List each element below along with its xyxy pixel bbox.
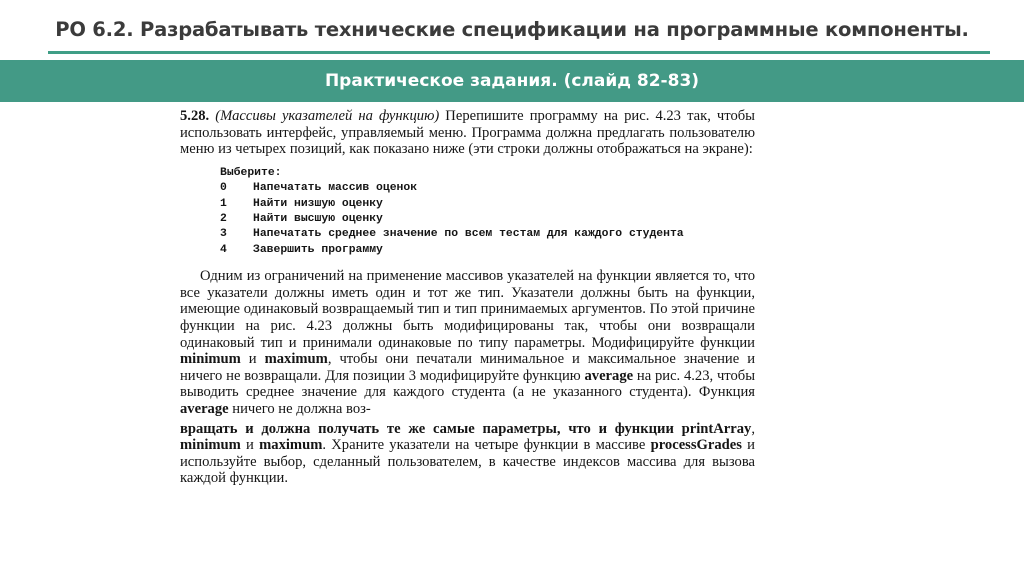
menu-item-text: Найти высшую оценку (253, 213, 383, 225)
menu-item-number: 3 (220, 228, 227, 241)
exercise-topic: (Массивы указателей на функцию) (215, 108, 440, 124)
menu-listing (220, 166, 755, 258)
title-divider (48, 51, 990, 54)
text-run: , чтобы они печатали минимальное и максимальное значение и ничего не возвращали. Для позиции 3 модифицируйте функцию (180, 351, 755, 384)
exercise-scan (180, 108, 755, 574)
menu-item (220, 212, 755, 227)
text-run: вращать и должна получать те же самые параметры, что и функции (180, 420, 682, 437)
code-term: processGrades (650, 437, 742, 454)
slide-title: РО 6.2. Разрабатывать технические спецификации на программные компоненты. (55, 18, 969, 41)
code-term: minimum (180, 437, 241, 454)
menu-item (220, 227, 755, 242)
banner-text: Практическое задания. (слайд 82-83) (324, 71, 700, 91)
menu-item (220, 243, 755, 258)
text-run: и (240, 437, 260, 454)
exercise-number: 5.28. (180, 108, 210, 124)
exercise-intro (180, 108, 755, 158)
menu-item-number: 0 (220, 182, 227, 195)
menu-item-number: 4 (220, 243, 227, 256)
menu-item-text: Найти низшую оценку (253, 197, 383, 210)
text-run: и используйте выбор, сделанный пользователем, в качестве индексов массива для вызова каждой функции. (180, 437, 755, 487)
text-run: . Храните указатели на четыре функции в массиве (322, 437, 651, 454)
section-banner (0, 60, 1024, 102)
text-run: , (751, 420, 755, 437)
text-run: и (240, 351, 265, 368)
menu-heading: Выберите: (220, 166, 282, 179)
menu-item-text: Напечатать среднее значение по всем тестам для каждого студента (253, 228, 684, 241)
text-run: ничего не должна воз- (228, 400, 371, 417)
code-term: average (584, 367, 634, 384)
exercise-intro-text: Перепишите программу на рис. 4.23 так, чтобы использовать интерфейс, управляемый меню. Программа должна предлагать пользователю меню из четырех позиций, как показано ниже (эти строки должны отображаться на экране): (180, 108, 755, 158)
code-term: printArray (681, 420, 752, 437)
menu-item-text: Напечатать массив оценок (253, 182, 418, 195)
menu-item (220, 181, 755, 196)
menu-item (220, 197, 755, 212)
exercise-paragraph-3 (180, 421, 755, 487)
code-term: maximum (259, 437, 323, 454)
code-term: minimum (180, 351, 241, 368)
code-term: average (180, 400, 229, 417)
menu-item-text: Завершить программу (253, 243, 383, 256)
text-run: на рис. 4.23, чтобы выводить среднее значение для каждого студента (а не указанного студента). Функция (180, 367, 755, 401)
menu-item-number: 2 (220, 213, 227, 225)
code-term: maximum (264, 351, 328, 368)
menu-item-number: 1 (220, 197, 227, 210)
text-run: Одним из ограничений на применение массивов указателей на функции является то, что все указатели должны иметь один и тот же тип. Указатели должны быть на функции, имеющие одинаковый возвращаемый тип и тип принимаемых аргументов. По этой причине функции на рис. 4.23 должны быть модифицированы так, чтобы они возвращали одинаковый тип и принимали одинаковые по типу параметры. Модифицируйте функции (180, 268, 755, 351)
exercise-paragraph-2 (180, 268, 755, 417)
